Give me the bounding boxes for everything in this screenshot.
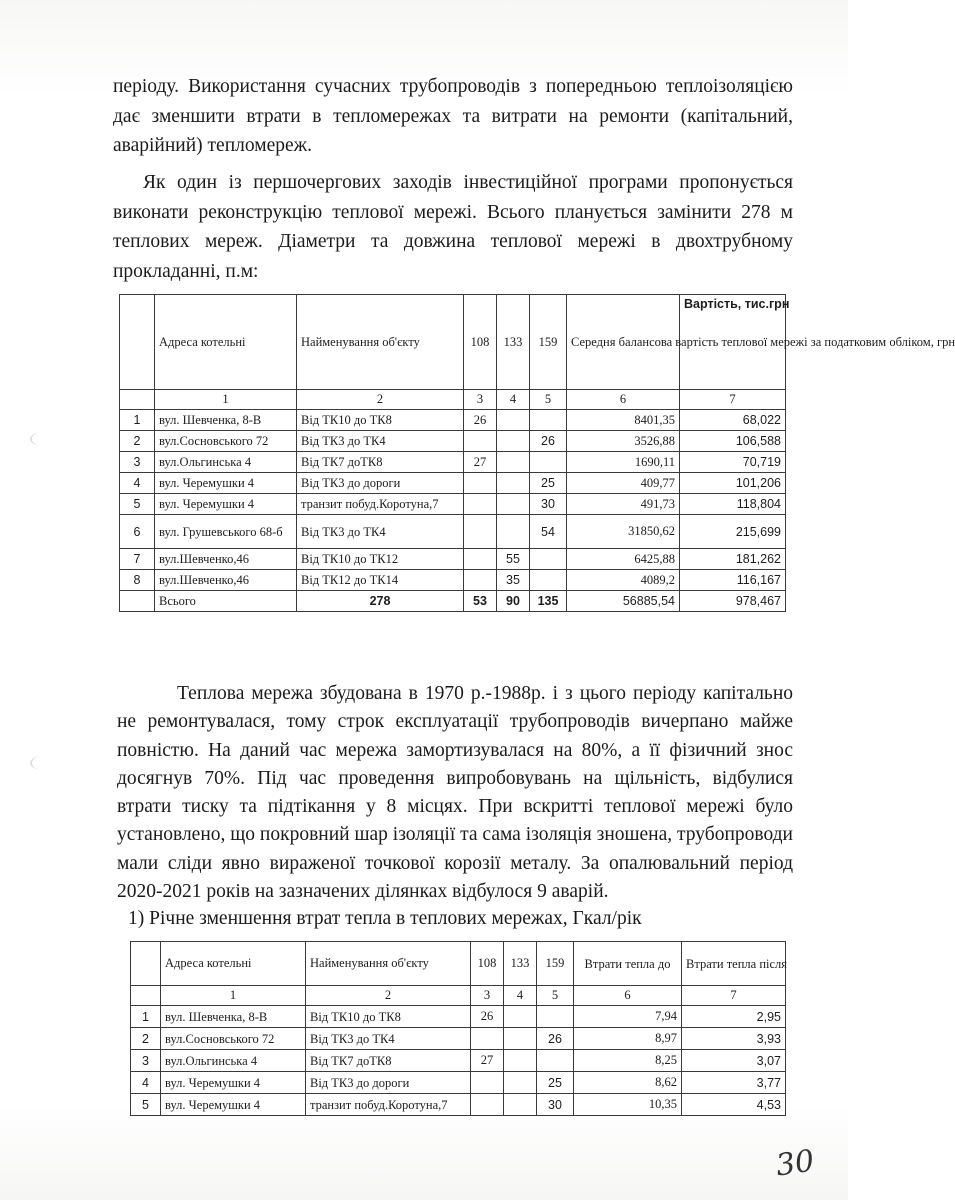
column-index: 7	[682, 986, 786, 1006]
total-d133: 90	[497, 591, 530, 612]
row-object: транзит побуд.Коротуна,7	[297, 494, 464, 515]
total-cost: 978,467	[680, 591, 786, 612]
header-d159: 159	[537, 942, 574, 986]
header-d133: 133	[504, 942, 537, 986]
row-address: вул.Шевченко,46	[155, 549, 297, 570]
total-d108: 53	[464, 591, 497, 612]
column-index: 3	[471, 986, 504, 1006]
total-label: Всього	[155, 591, 297, 612]
row-address: вул. Черемушки 4	[155, 473, 297, 494]
row-cost: 68,022	[680, 410, 786, 431]
header-avg-value: Середня балансова вартість теплової мережі за податковим обліком, грн	[567, 295, 680, 390]
header-address: Адреса котельні	[161, 942, 306, 986]
row-address: вул. Черемушки 4	[161, 1072, 306, 1094]
row-object: Від ТК10 до ТК8	[306, 1006, 471, 1028]
header-d159: 159	[530, 295, 567, 390]
row-cost: 215,699	[680, 515, 786, 549]
row-d108	[464, 494, 497, 515]
row-object: Від ТК3 до ТК4	[297, 515, 464, 549]
table-header-row	[131, 942, 786, 986]
row-number: 2	[120, 431, 155, 452]
row-d108: 27	[464, 452, 497, 473]
row-object: Від ТК12 до ТК14	[297, 570, 464, 591]
row-loss-after: 2,95	[682, 1006, 786, 1028]
row-loss-after: 3,93	[682, 1028, 786, 1050]
row-loss-after: 4,53	[682, 1094, 786, 1116]
row-d133	[497, 473, 530, 494]
paragraph-intro: періоду. Використання сучасних трубопроводів з попередньою теплоізоляцією дає зменшити втрати в тепломережах та витрати на ремонти (капітальний, аварійний) тепломереж.	[113, 76, 793, 156]
table-row	[120, 431, 786, 452]
header-loss-after: Втрати тепла після	[682, 942, 786, 986]
column-index: 6	[567, 390, 680, 410]
table-row	[120, 452, 786, 473]
row-d159: 26	[537, 1028, 574, 1050]
punch-hole-mark	[30, 756, 54, 770]
column-index: 4	[497, 390, 530, 410]
row-d108: 27	[471, 1050, 504, 1072]
row-d133	[504, 1094, 537, 1116]
column-index: 1	[155, 390, 297, 410]
column-index: 5	[537, 986, 574, 1006]
row-avg-value: 409,77	[567, 473, 680, 494]
row-address: вул. Черемушки 4	[155, 494, 297, 515]
row-d133	[497, 431, 530, 452]
row-d108: 26	[471, 1006, 504, 1028]
row-d133	[497, 515, 530, 549]
row-cost: 116,167	[680, 570, 786, 591]
row-d159	[530, 570, 567, 591]
row-number: 4	[120, 473, 155, 494]
table-header-row	[120, 295, 786, 390]
row-avg-value: 6425,88	[567, 549, 680, 570]
row-d108	[471, 1028, 504, 1050]
row-object: Від ТК10 до ТК12	[297, 549, 464, 570]
column-index: 2	[297, 390, 464, 410]
row-avg-value: 1690,11	[567, 452, 680, 473]
row-number: 2	[131, 1028, 161, 1050]
row-loss-after: 3,77	[682, 1072, 786, 1094]
row-cost: 70,719	[680, 452, 786, 473]
paragraph-investment: Як один із першочергових заходів інвестиційної програми пропонується виконати реконструкцію теплової мережі. Всього планується замінити 278 м теплових мереж. Діаметри та довжина теплової мережі в двохтрубному прокладанні, п.м:	[113, 172, 793, 282]
row-number: 8	[120, 570, 155, 591]
row-d159	[530, 410, 567, 431]
row-loss-before: 8,62	[574, 1072, 682, 1094]
row-avg-value: 3526,88	[567, 431, 680, 452]
column-index: 4	[504, 986, 537, 1006]
row-d159	[537, 1006, 574, 1028]
row-d133: 35	[497, 570, 530, 591]
row-number: 4	[131, 1072, 161, 1094]
column-index-row	[120, 390, 786, 410]
header-address: Адреса котельні	[155, 295, 297, 390]
table-row	[120, 494, 786, 515]
row-object: Від ТК3 до дороги	[297, 473, 464, 494]
row-address: вул. Черемушки 4	[161, 1094, 306, 1116]
row-d108	[464, 549, 497, 570]
column-index: 5	[530, 390, 567, 410]
row-d159: 54	[530, 515, 567, 549]
row-d159: 25	[530, 473, 567, 494]
table-row	[131, 1006, 786, 1028]
row-d159: 26	[530, 431, 567, 452]
row-d133	[497, 410, 530, 431]
table-row	[120, 410, 786, 431]
heat-loss-table	[130, 941, 786, 1116]
column-index-row	[131, 986, 786, 1006]
row-d159	[537, 1050, 574, 1072]
row-address: вул.Ольгинська 4	[155, 452, 297, 473]
header-d108: 108	[464, 295, 497, 390]
header-loss-before: Втрати тепла до	[574, 942, 682, 986]
row-d108	[464, 515, 497, 549]
row-address: вул. Шевченка, 8-В	[155, 410, 297, 431]
header-object: Найменування об'єкту	[297, 295, 464, 390]
row-d159: 30	[530, 494, 567, 515]
row-d159	[530, 452, 567, 473]
row-d108	[471, 1094, 504, 1116]
column-index: 3	[464, 390, 497, 410]
row-object: Від ТК10 до ТК8	[297, 410, 464, 431]
total-avg: 56885,54	[567, 591, 680, 612]
row-object: Від ТК3 до дороги	[306, 1072, 471, 1094]
row-d133	[497, 494, 530, 515]
row-loss-before: 7,94	[574, 1006, 682, 1028]
column-index: 1	[161, 986, 306, 1006]
total-d159: 135	[530, 591, 567, 612]
row-object: Від ТК7 доТК8	[306, 1050, 471, 1072]
table-row	[131, 1028, 786, 1050]
row-object: транзит побуд.Коротуна,7	[306, 1094, 471, 1116]
table2-caption: 1) Річне зменшення втрат тепла в теплових мережах, Гкал/рік	[128, 908, 642, 929]
row-d108	[464, 473, 497, 494]
row-d133: 55	[497, 549, 530, 570]
row-object: Від ТК3 до ТК4	[306, 1028, 471, 1050]
row-avg-value: 31850,62	[567, 515, 680, 549]
row-d159	[530, 549, 567, 570]
row-number: 1	[120, 410, 155, 431]
page-number: 30	[773, 1143, 817, 1184]
row-d108	[464, 431, 497, 452]
header-cost: Вартість, тис.грн	[680, 295, 786, 390]
row-loss-after: 3,07	[682, 1050, 786, 1072]
table-row	[120, 570, 786, 591]
row-cost: 181,262	[680, 549, 786, 570]
row-cost: 118,804	[680, 494, 786, 515]
reconstruction-table	[119, 294, 955, 612]
row-object: Від ТК7 доТК8	[297, 452, 464, 473]
row-number: 6	[120, 515, 155, 549]
row-d133	[504, 1050, 537, 1072]
row-address: вул.Ольгинська 4	[161, 1050, 306, 1072]
row-number: 3	[120, 452, 155, 473]
row-d159: 25	[537, 1072, 574, 1094]
total-length: 278	[297, 591, 464, 612]
row-number: 3	[131, 1050, 161, 1072]
table-row	[131, 1094, 786, 1116]
row-address: вул.Сосновського 72	[161, 1028, 306, 1050]
table-row	[120, 515, 786, 549]
row-address: вул.Шевченко,46	[155, 570, 297, 591]
row-d133	[504, 1072, 537, 1094]
row-avg-value: 491,73	[567, 494, 680, 515]
header-d108: 108	[471, 942, 504, 986]
row-d159: 30	[537, 1094, 574, 1116]
row-avg-value: 8401,35	[567, 410, 680, 431]
table-row	[120, 473, 786, 494]
row-avg-value: 4089,2	[567, 570, 680, 591]
total-row	[120, 591, 786, 612]
row-number: 5	[120, 494, 155, 515]
row-loss-before: 8,25	[574, 1050, 682, 1072]
row-d133	[497, 452, 530, 473]
row-number: 7	[120, 549, 155, 570]
row-object: Від ТК3 до ТК4	[297, 431, 464, 452]
row-loss-before: 10,35	[574, 1094, 682, 1116]
row-d133	[504, 1006, 537, 1028]
table-row	[131, 1050, 786, 1072]
punch-hole-mark	[30, 432, 54, 446]
row-d108	[464, 570, 497, 591]
header-object: Найменування об'єкту	[306, 942, 471, 986]
row-address: вул. Шевченка, 8-В	[161, 1006, 306, 1028]
header-d133: 133	[497, 295, 530, 390]
column-index: 7	[680, 390, 786, 410]
row-number: 1	[131, 1006, 161, 1028]
row-d108: 26	[464, 410, 497, 431]
row-address: вул. Грушевського 68-б	[155, 515, 297, 549]
row-address: вул.Сосновського 72	[155, 431, 297, 452]
row-d108	[471, 1072, 504, 1094]
column-index: 2	[306, 986, 471, 1006]
row-loss-before: 8,97	[574, 1028, 682, 1050]
column-index: 6	[574, 986, 682, 1006]
row-number: 5	[131, 1094, 161, 1116]
table-row	[120, 549, 786, 570]
row-d133	[504, 1028, 537, 1050]
table-row	[131, 1072, 786, 1094]
row-cost: 101,206	[680, 473, 786, 494]
row-cost: 106,588	[680, 431, 786, 452]
paragraph-network-condition: Теплова мережа збудована в 1970 р.-1988р. і з цього періоду капітально не ремонтувалася, тому строк експлуатації трубопроводів вичерпано майже повністю. На даний час мережа замортизувалася на 80%, а її фізичний знос досягнув 70%. Під час проведення випробовувань на щільність, відбулися втрати тиску та підтікання у 8 місцях. При вскритті теплової мережі було установлено, що покровний шар ізоляції та сама ізоляція зношена, трубопроводи мали сліди явно вираженої точкової корозії металу. За опалювальний період 2020-2021 років на зазначених ділянках відбулося 9 аварій.	[117, 683, 793, 903]
